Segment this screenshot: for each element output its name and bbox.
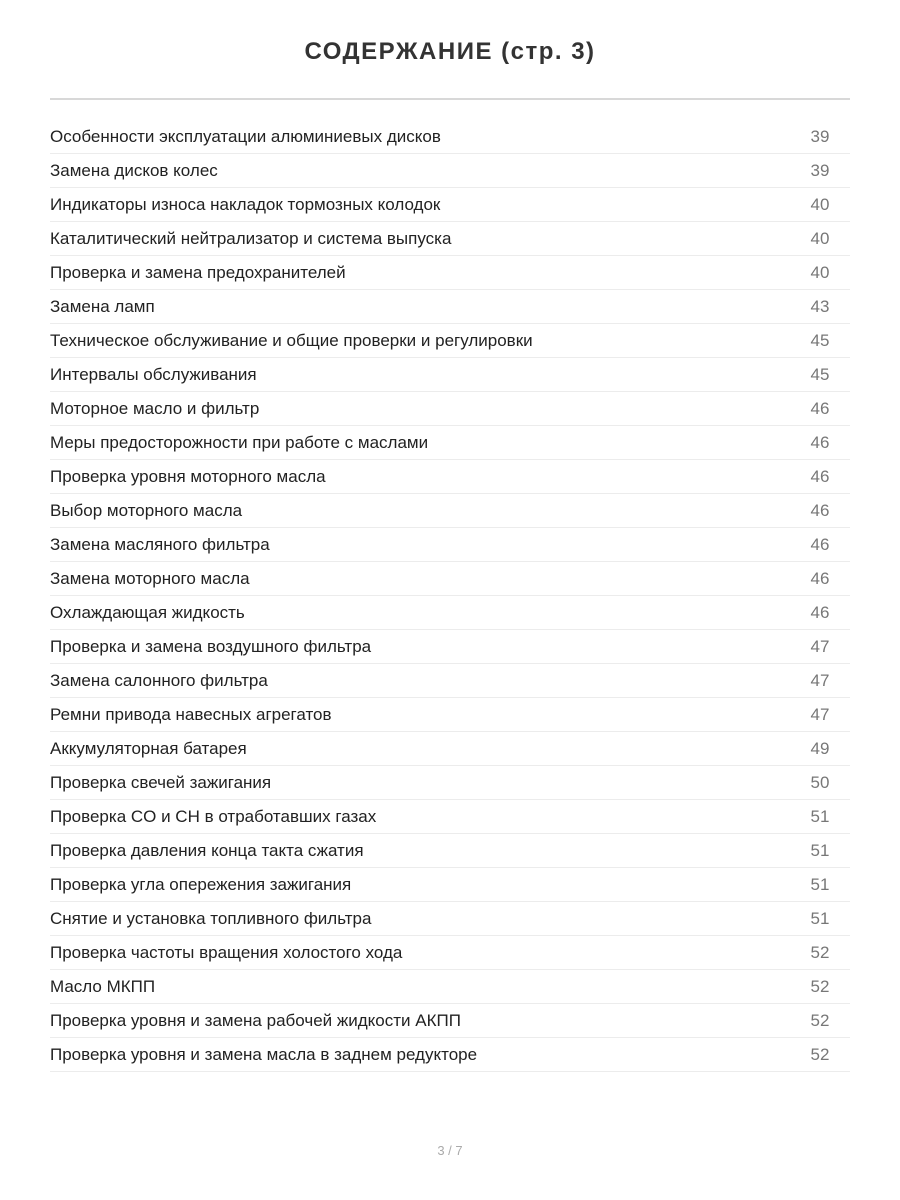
toc-entry[interactable] [50, 392, 850, 426]
toc-entry[interactable] [50, 868, 850, 902]
toc-entry-title: Замена ламп [50, 296, 155, 316]
toc-entry[interactable] [50, 698, 850, 732]
toc-entry-title: Масло МКПП [50, 976, 156, 996]
toc-entry-title: Проверка уровня и замена масла в заднем редукторе [50, 1044, 478, 1064]
toc-entry-title: Проверка свечей зажигания [50, 772, 272, 792]
toc-entry[interactable] [50, 1004, 850, 1038]
toc-entry[interactable] [50, 460, 850, 494]
toc-entry-page: 46 [810, 466, 830, 486]
toc-entry-page: 39 [810, 160, 830, 180]
toc-entry[interactable] [50, 936, 850, 970]
page-indicator: 3 / 7 [437, 1143, 463, 1158]
toc-entry-title: Проверка CO и CH в отработавших газах [50, 806, 377, 826]
toc-entry-page: 46 [810, 602, 830, 622]
toc-entry[interactable] [50, 596, 850, 630]
toc-entry-page: 52 [810, 1010, 830, 1030]
toc-entry-page: 51 [810, 908, 830, 928]
toc-entry-title: Проверка частоты вращения холостого хода [50, 942, 403, 962]
toc-entry-title: Замена моторного масла [50, 568, 250, 588]
toc-entry-title: Интервалы обслуживания [50, 364, 257, 384]
toc-entry[interactable] [50, 256, 850, 290]
toc-entry-title: Проверка уровня и замена рабочей жидкости АКПП [50, 1010, 461, 1030]
toc-entry-title: Проверка и замена воздушного фильтра [50, 636, 372, 656]
toc-entry[interactable] [50, 1038, 850, 1072]
page-title: СОДЕРЖАНИЕ (стр. 3) [304, 38, 596, 65]
toc-entry-page: 46 [810, 568, 830, 588]
table-of-contents [50, 120, 850, 1072]
toc-entry[interactable] [50, 664, 850, 698]
toc-entry-title: Аккумуляторная батарея [50, 738, 247, 758]
toc-entry-page: 40 [810, 194, 830, 214]
toc-entry-title: Меры предосторожности при работе с маслами [50, 432, 429, 452]
toc-entry[interactable] [50, 494, 850, 528]
toc-entry-page: 47 [810, 636, 830, 656]
toc-entry[interactable] [50, 120, 850, 154]
toc-entry-title: Моторное масло и фильтр [50, 398, 260, 418]
toc-entry-title: Особенности эксплуатации алюминиевых дисков [50, 126, 441, 146]
toc-entry-title: Охлаждающая жидкость [50, 602, 245, 622]
toc-entry-page: 50 [810, 772, 830, 792]
toc-entry-title: Замена салонного фильтра [50, 670, 268, 690]
toc-entry-title: Каталитический нейтрализатор и система выпуска [50, 228, 452, 248]
toc-entry-page: 49 [810, 738, 830, 758]
toc-entry-page: 46 [810, 534, 830, 554]
toc-entry[interactable] [50, 970, 850, 1004]
toc-entry-page: 51 [810, 840, 830, 860]
toc-entry-title: Выбор моторного масла [50, 500, 243, 520]
toc-entry[interactable] [50, 528, 850, 562]
toc-entry-page: 47 [810, 704, 830, 724]
toc-entry[interactable] [50, 800, 850, 834]
toc-entry-title: Проверка уровня моторного масла [50, 466, 326, 486]
toc-entry[interactable] [50, 358, 850, 392]
toc-entry-title: Проверка и замена предохранителей [50, 262, 346, 282]
toc-entry-page: 52 [810, 1044, 830, 1064]
toc-entry[interactable] [50, 154, 850, 188]
toc-entry-page: 52 [810, 942, 830, 962]
toc-entry-title: Техническое обслуживание и общие проверки и регулировки [50, 330, 533, 350]
toc-entry-page: 40 [810, 228, 830, 248]
toc-entry-page: 39 [810, 126, 830, 146]
toc-entry-page: 45 [810, 364, 830, 384]
toc-entry[interactable] [50, 324, 850, 358]
toc-entry-title: Проверка угла опережения зажигания [50, 874, 352, 894]
toc-entry[interactable] [50, 766, 850, 800]
toc-entry-title: Индикаторы износа накладок тормозных колодок [50, 194, 441, 214]
toc-entry[interactable] [50, 290, 850, 324]
toc-entry-page: 40 [810, 262, 830, 282]
toc-entry-page: 46 [810, 500, 830, 520]
toc-entry[interactable] [50, 630, 850, 664]
toc-entry-page: 47 [810, 670, 830, 690]
toc-entry[interactable] [50, 562, 850, 596]
toc-entry-page: 51 [810, 806, 830, 826]
toc-entry[interactable] [50, 222, 850, 256]
toc-entry-page: 46 [810, 432, 830, 452]
toc-entry-title: Замена масляного фильтра [50, 534, 270, 554]
toc-entry-page: 51 [810, 874, 830, 894]
toc-entry-page: 43 [810, 296, 830, 316]
toc-entry[interactable] [50, 834, 850, 868]
toc-entry-title: Ремни привода навесных агрегатов [50, 704, 332, 724]
title-divider [50, 98, 850, 100]
toc-entry[interactable] [50, 188, 850, 222]
toc-entry[interactable] [50, 426, 850, 460]
toc-entry-page: 45 [810, 330, 830, 350]
toc-entry-title: Проверка давления конца такта сжатия [50, 840, 364, 860]
toc-entry-page: 52 [810, 976, 830, 996]
toc-entry-title: Снятие и установка топливного фильтра [50, 908, 372, 928]
toc-entry-page: 46 [810, 398, 830, 418]
toc-entry-title: Замена дисков колес [50, 160, 218, 180]
toc-entry[interactable] [50, 732, 850, 766]
toc-entry[interactable] [50, 902, 850, 936]
